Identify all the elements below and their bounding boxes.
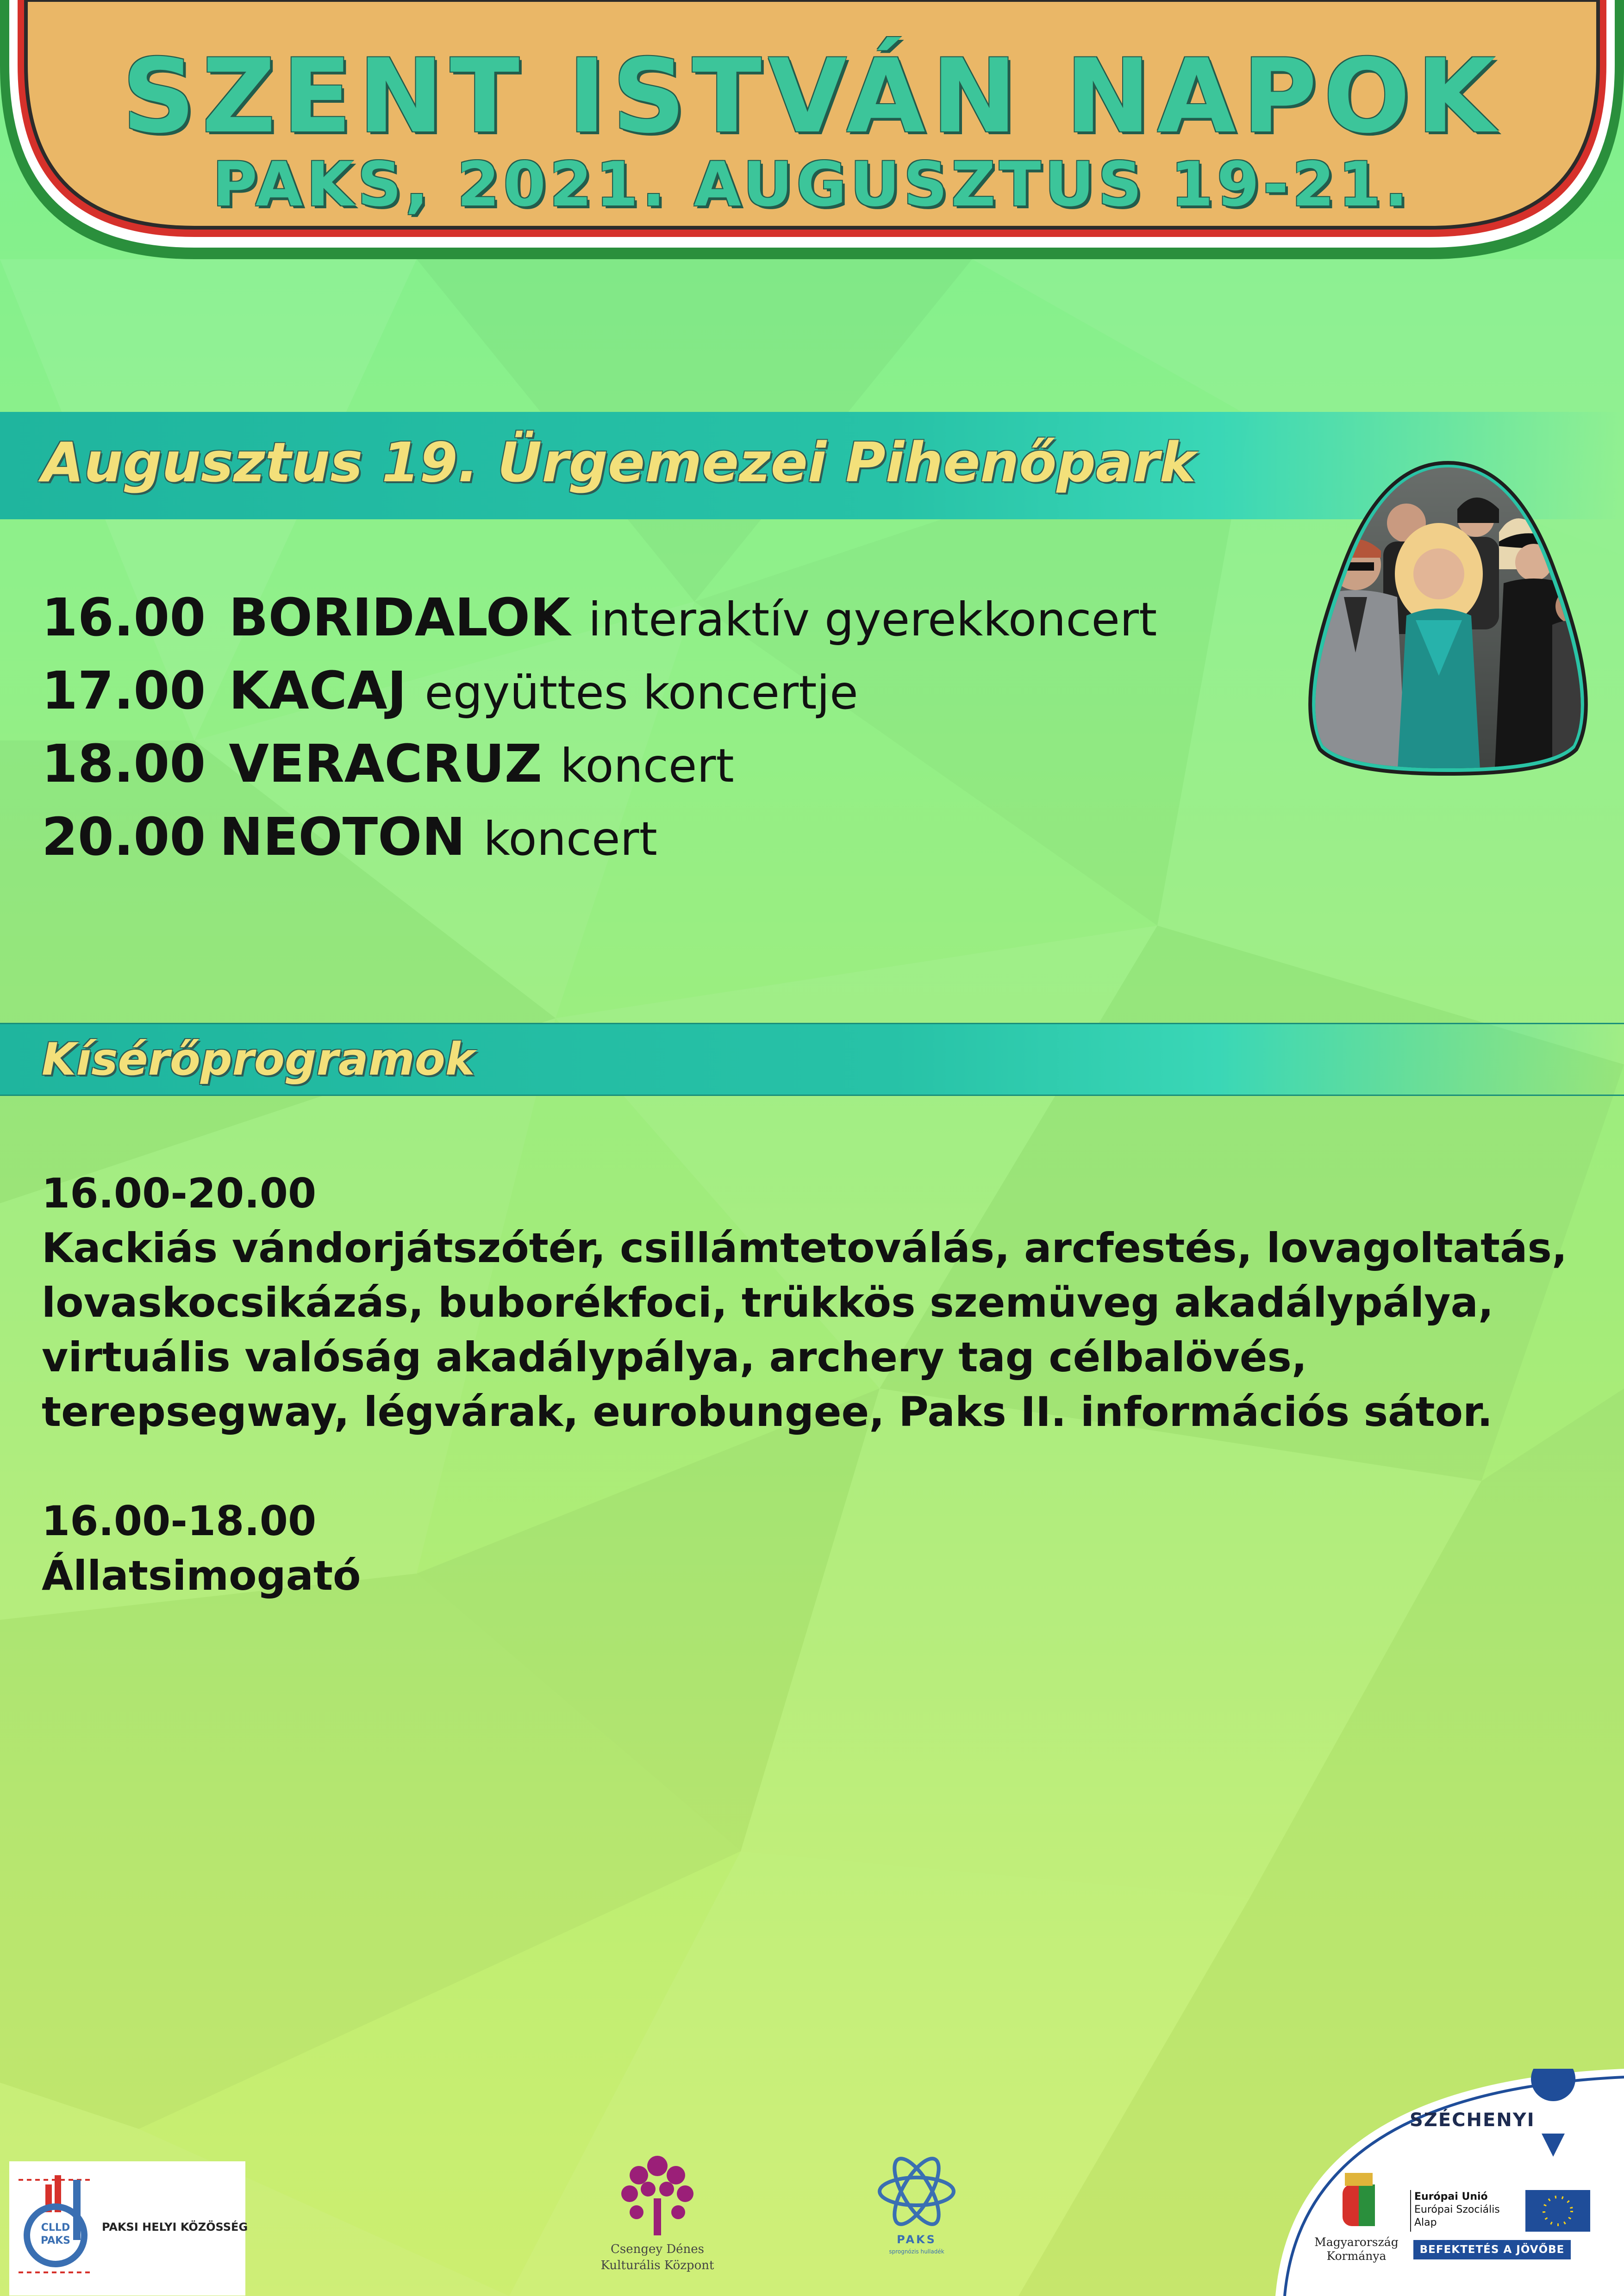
program-line: virtuális valóság akadálypálya, archery tag célbalövés,: [42, 1333, 1307, 1381]
schedule-act: KACAJ: [229, 661, 407, 721]
eu-line1: Európai Unió: [1414, 2191, 1488, 2203]
csengey-line1: Csengey Dénes: [610, 2242, 705, 2256]
schedule-act: NEOTON: [219, 807, 466, 867]
csengey-logo: [556, 2147, 759, 2286]
tree-icon: [556, 2147, 759, 2240]
csengey-line2: Kulturális Központ: [600, 2259, 714, 2272]
szechenyi-2020-box: [1275, 2069, 1624, 2296]
program-time: 16.00-20.00: [42, 1170, 317, 1217]
schedule-act: BORIDALOK: [229, 588, 570, 648]
page-title: SZENT ISTVÁN NAPOK: [122, 37, 1502, 156]
schedule-item: [42, 807, 1157, 880]
paks-sublabel: sprognózis hulladék: [889, 2248, 944, 2255]
section-heading-main: Augusztus 19. Ürgemezei Pihenőpark: [42, 430, 1196, 494]
program-time: 16.00-18.00: [42, 1497, 317, 1545]
schedule-time: 16.00: [42, 588, 206, 648]
mk-line2: Kormánya: [1326, 2249, 1387, 2263]
cldd-logo: [9, 2161, 248, 2296]
program-line: lovaskocsikázás, buborékfoci, trükkös szemüveg akadálypálya,: [42, 1279, 1494, 1326]
schedule-list: [42, 588, 1157, 880]
schedule-item: [42, 661, 1157, 734]
szechenyi-label: [1410, 2109, 1569, 2131]
eu-line3: Alap: [1414, 2217, 1437, 2228]
schedule-detail: koncert: [560, 739, 734, 793]
svg-text:PAKS: PAKS: [40, 2235, 71, 2246]
program-line: Kackiás vándorjátszótér, csillámtetoválás, arcfestés, lovagoltatás,: [42, 1224, 1568, 1272]
program-line: Állatsimogató: [42, 1552, 361, 1599]
befektetes-badge: BEFEKTETÉS A JÖVŐBE: [1413, 2240, 1571, 2259]
program-line: terepsegway, légvárak, eurobungee, Paks II. információs sátor.: [42, 1388, 1493, 1436]
cldd-emblem-icon: [9, 2161, 102, 2296]
side-programs: [42, 1166, 1567, 1603]
schedule-detail: interaktív gyerekkoncert: [588, 592, 1157, 647]
paks-label: PAKS: [897, 2233, 937, 2246]
paks-logo: [870, 2152, 963, 2272]
schedule-detail: koncert: [483, 812, 657, 866]
eu-line2: Európai Szociális: [1414, 2204, 1500, 2215]
schedule-item: [42, 734, 1157, 807]
mk-line1: Magyarország: [1314, 2235, 1399, 2249]
atom-icon: [870, 2152, 963, 2231]
schedule-detail: együttes koncertje: [425, 666, 858, 720]
magyarorszag-kormanya: [1301, 2235, 1412, 2263]
szechenyi-year: 2020: [1535, 2113, 1569, 2126]
page-subtitle: PAKS, 2021. AUGUSZTUS 19-21.: [212, 149, 1412, 220]
section-heading-side: Kísérőprogramok: [42, 1033, 475, 1085]
schedule-item: [42, 588, 1157, 661]
band-photo: [1300, 458, 1596, 778]
section-heading-bar-side: [0, 1023, 1624, 1096]
svg-text:CLLD: CLLD: [41, 2222, 70, 2234]
eu-fund-text: [1414, 2190, 1500, 2229]
schedule-time: 18.00: [42, 734, 206, 794]
cldd-label: PAKSI HELYI KÖZÖSSÉG: [102, 2221, 248, 2234]
szechenyi-text: SZÉCHENYI: [1410, 2109, 1535, 2131]
schedule-act: VERACRUZ: [229, 734, 542, 794]
schedule-time: 20.00: [42, 807, 206, 867]
schedule-time: 17.00: [42, 661, 206, 721]
